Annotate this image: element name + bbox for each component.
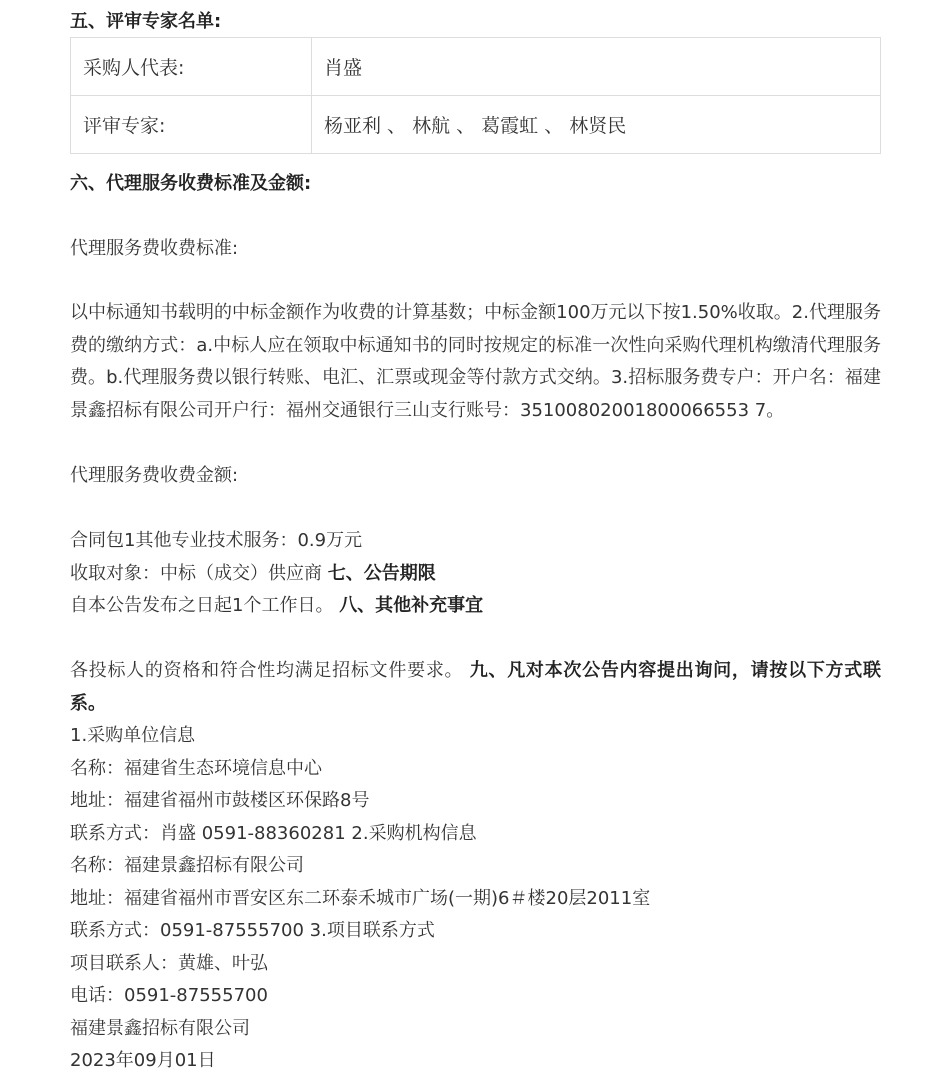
purchaser-rep-label: 采购人代表: xyxy=(71,38,312,96)
buyer-address: 地址：福建省福州市鼓楼区环保路8号 xyxy=(70,790,370,811)
buyer-header: 1.采购单位信息 xyxy=(70,725,196,746)
fee-standard-label: 代理服务费收费标准: xyxy=(70,238,239,259)
buyer-name: 名称：福建省生态环境信息中心 xyxy=(70,757,322,779)
fee-amount-line: 合同包1其他专业技术服务：0.9万元 xyxy=(70,530,363,551)
agency-header: 2.采购机构信息 xyxy=(351,822,477,844)
section-8-title: 八、其他补充事宜 xyxy=(339,595,484,616)
agency-contact-line xyxy=(70,915,881,948)
agency-contact: 联系方式：0591-87555700 xyxy=(70,920,304,941)
fee-target-line xyxy=(70,558,881,591)
table-row xyxy=(71,38,881,96)
experts-label: 评审专家: xyxy=(71,96,312,154)
project-person: 项目联系人：黄雄、叶弘 xyxy=(70,952,268,974)
experts-table xyxy=(70,37,881,154)
qualification-text: 各投标人的资格和符合性均满足招标文件要求。 xyxy=(70,660,464,681)
section-5-title: 五、评审专家名单: xyxy=(70,11,222,32)
fee-target-text: 收取对象：中标（成交）供应商 xyxy=(70,562,322,584)
buyer-contact: 联系方式：肖盛 0591-88360281 xyxy=(70,822,346,844)
experts-value: 杨亚利 、 林航 、 葛霞虹 、 林贤民 xyxy=(312,96,881,154)
purchaser-rep-value: 肖盛 xyxy=(312,38,881,96)
section-9-title: 九、凡对本次公告内容提出询问，请按以下方式联系。 xyxy=(70,660,882,714)
project-phone: 电话：0591-87555700 xyxy=(70,985,268,1006)
qualification-paragraph xyxy=(70,655,881,720)
section-7-title: 七、公告期限 xyxy=(327,562,436,584)
buyer-contact-line xyxy=(70,818,881,851)
agency-address: 地址：福建省福州市晋安区东二环泰禾城市广场(一期)6＃楼20层2011室 xyxy=(70,887,651,909)
signature-date: 2023年09月01日 xyxy=(70,1050,216,1071)
section-6-title: 六、代理服务收费标准及金额: xyxy=(70,173,312,194)
signature-org: 福建景鑫招标有限公司 xyxy=(70,1017,250,1039)
fee-amount-label: 代理服务费收费金额: xyxy=(70,465,239,486)
notice-period-text: 自本公告发布之日起1个工作日。 xyxy=(70,595,334,616)
agency-name: 名称：福建景鑫招标有限公司 xyxy=(70,855,304,876)
table-row xyxy=(71,96,881,154)
fee-standard-text: 以中标通知书载明的中标金额作为收费的计算基数；中标金额100万元以下按1.50%收取。2.代理服务费的缴纳方式：a.中标人应在领取中标通知书的同时按规定的标准一次性向采购代理机构缴清代理服务费。b.代理服务费以银行转账、电汇、汇票或现金等付款方式交纳。3.招标服务费专户：开户名：福建景鑫招标有限公司开户行：福州交通银行三山支行账号：35100802001800066553 7。 xyxy=(70,302,881,421)
project-header: 3.项目联系方式 xyxy=(309,920,435,941)
notice-period-line xyxy=(70,590,881,623)
